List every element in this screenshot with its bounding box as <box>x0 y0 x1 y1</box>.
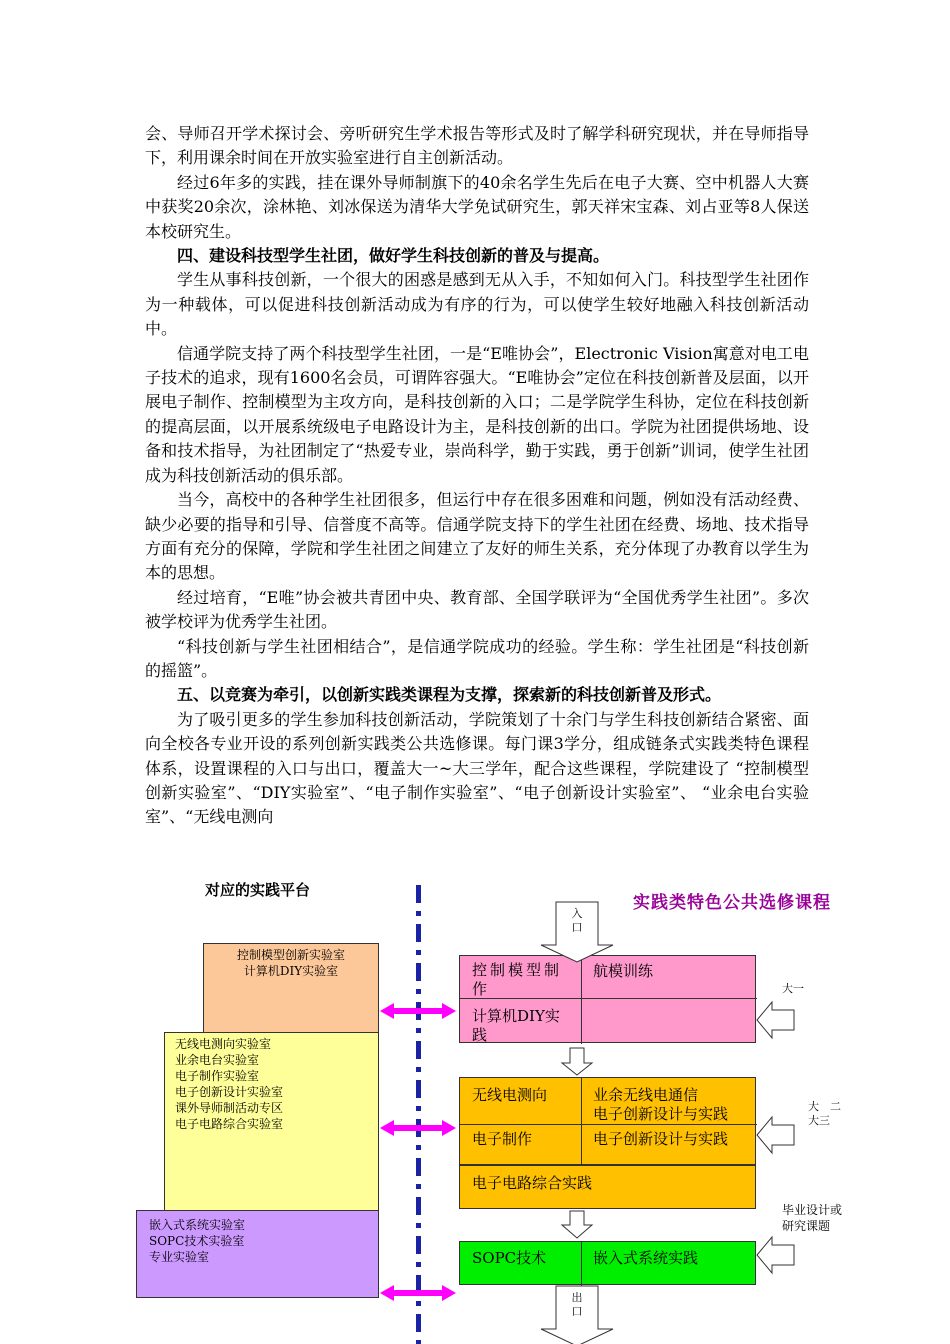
course-cell: 电子创新设计与实践 <box>593 1130 729 1148</box>
section-heading: 四、建设科技型学生社团，做好学生科技创新的普及与提高。 <box>177 246 610 266</box>
down-arrow <box>562 1211 592 1238</box>
left-title: 对应的实践平台 <box>205 881 311 899</box>
entry-label: 入口 <box>571 907 583 934</box>
exit-label: 出口 <box>571 1291 583 1318</box>
final-line: 研究课题 <box>782 1219 831 1233</box>
paragraph: 当今，高校中的各种学生社团很多，但运行中存在很多困难和问题，例如没有活动经费、缺少必要的指导和引导、信誉度不高等。信通学院支持下的学生社团在经费、场地、技术指导方面有充分的保障，学院和学生社团之间建立了友好的师生关系，充分体现了办教育以学生为本的思想。 <box>145 490 809 583</box>
right-title: 实践类特色公共选修课程 <box>633 893 831 913</box>
course-cell: 电子创新设计与实践 <box>593 1105 729 1123</box>
lab-item: 专业实验室 <box>149 1250 210 1264</box>
course-cell: 控制模型制作 <box>472 961 563 998</box>
link-arrow <box>380 1003 456 1019</box>
lab-item: 控制模型创新实验室 <box>236 948 345 962</box>
lab-item: SOPC技术实验室 <box>149 1234 245 1248</box>
lab-item: 电子电路综合实验室 <box>175 1117 284 1131</box>
course-cell: 航模训练 <box>593 962 654 980</box>
paragraph: 会、导师召开学术探讨会、旁听研究生学术报告等形式及时了解学科研究现状，并在导师指导下，利用课余时间在开放实验室进行自主创新活动。 <box>145 124 809 168</box>
course-cell: SOPC技术 <box>472 1249 547 1267</box>
course-cell: 电子电路综合实践 <box>472 1174 593 1192</box>
final-line: 毕业设计或 <box>782 1203 843 1217</box>
lab-item: 电子制作实验室 <box>175 1069 260 1083</box>
course-cell: 电子制作 <box>472 1130 533 1148</box>
paragraph: 学生从事科技创新，一个很大的困惑是感到无从入手，不知如何入门。科技型学生社团作为一种载体，可以促进科技创新活动成为有序的行为，可以使学生较好地融入科技创新活动中。 <box>145 270 809 339</box>
course-cell: 计算机DIY实践 <box>472 1007 560 1044</box>
side-arrow <box>757 1237 794 1273</box>
course-cell: 业余无线电通信 <box>593 1086 699 1104</box>
course-cell: 嵌入式系统实践 <box>593 1249 699 1267</box>
link-arrow <box>380 1120 456 1136</box>
side-arrow <box>757 1117 794 1153</box>
down-arrow <box>562 1048 592 1075</box>
year-label: 大一 <box>782 982 804 995</box>
lab-item: 课外导师制活动专区 <box>175 1101 284 1115</box>
section-heading: 五、以竞赛为牵引，以创新实践类课程为支撑，探索新的科技创新普及形式。 <box>177 685 722 705</box>
paragraph: 信通学院支持了两个科技型学生社团，一是“E唯协会”，Electronic Vision寓意对电工电子技术的追求，现有1600名会员，可谓阵容强大。“E唯协会”定位在科技创新普及层面，以开展电子制作、控制模型为主攻方向，是科技创新的入口；二是学院学生科协，定位在科技创新的提高层面，以开展系统级电子电路设计为主，是科技创新的出口。学院为社团提供场地、设备和技术指导，为社团制定了“热爱专业，崇尚科学，勤于实践，勇于创新”训词，使学生社团成为科技创新活动的俱乐部。 <box>145 343 809 485</box>
lab-item: 电子创新设计实验室 <box>175 1085 284 1099</box>
paragraph: 经过6年多的实践，挂在课外导师制旗下的40余名学生先后在电子大赛、空中机器人大赛中获奖20余次，涂林艳、刘冰保送为清华大学免试研究生，郭天祥宋宝森、刘占亚等8人保送本校研究生。 <box>145 172 809 241</box>
paragraph: 为了吸引更多的学生参加科技创新活动，学院策划了十余门与学生科技创新结合紧密、面向全校各专业开设的系列创新实践类公共选修课。每门课3学分，组成链条式实践类特色课程体系，设置课程的入口与出口，覆盖大一~大三学年，配合这些课程，学院建设了 “控制模型创新实验室”、“DIY实验室”、“电子制作实验室”、“电子创新设计实验室”、 “业余电台实验室”、“无线电测向 <box>145 709 809 827</box>
lab-item: 业余电台实验室 <box>175 1053 260 1067</box>
lab-item: 计算机DIY实验室 <box>243 964 339 978</box>
year-label: 大三 <box>808 1114 830 1127</box>
link-arrow <box>380 1285 456 1301</box>
lab-item: 无线电测向实验室 <box>175 1037 272 1051</box>
course-cell: 无线电测向 <box>472 1086 548 1104</box>
year-label: 大 二 <box>808 1100 841 1113</box>
paragraph: 经过培育，“E唯”协会被共青团中央、教育部、全国学联评为“全国优秀学生社团”。多次被学校评为优秀学生社团。 <box>145 587 809 632</box>
final-label <box>782 1202 842 1234</box>
paragraph: “科技创新与学生社团相结合”，是信通学院成功的经验。学生称：学生社团是“科技创新的摇篮”。 <box>145 636 809 680</box>
side-arrow <box>757 1002 794 1038</box>
lab-item: 嵌入式系统实验室 <box>149 1218 246 1232</box>
